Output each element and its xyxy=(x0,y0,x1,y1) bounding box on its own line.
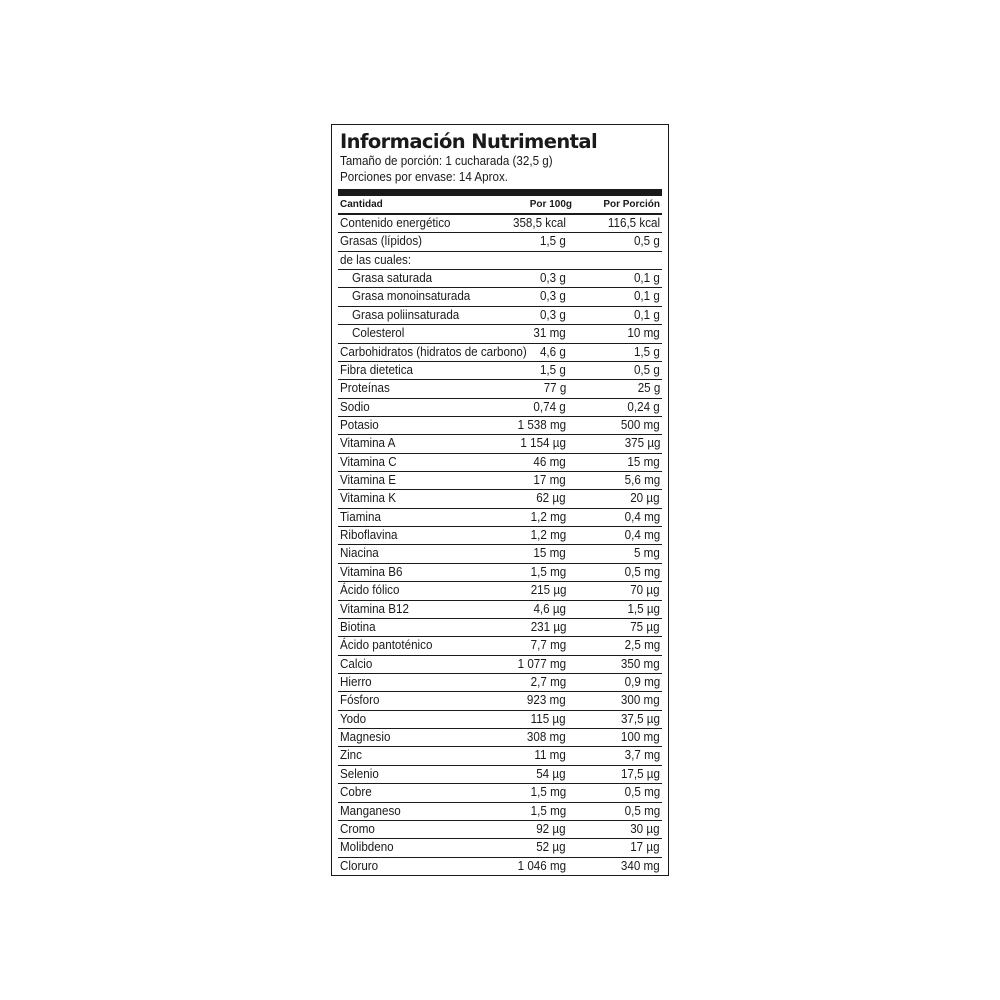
value-per-100g: 52 µg xyxy=(536,840,566,855)
table-row xyxy=(338,472,662,490)
value-per-serving: 30 µg xyxy=(630,821,660,836)
value-per-100g: 1 538 mg xyxy=(517,417,566,432)
value-per-100g: 215 µg xyxy=(530,583,566,598)
nutrient-name: Selenio xyxy=(340,766,379,781)
value-per-serving: 300 mg xyxy=(621,693,660,708)
value-per-serving: 0,4 mg xyxy=(624,528,660,543)
value-per-serving: 17,5 µg xyxy=(620,766,660,781)
table-row xyxy=(338,821,662,839)
value-per-serving: 0,5 g xyxy=(634,362,660,377)
nutrient-name: Riboflavina xyxy=(340,528,398,543)
nutrient-name: Cloruro xyxy=(340,858,379,873)
nutrient-name: Molibdeno xyxy=(340,840,394,855)
value-per-100g: 7,7 mg xyxy=(530,638,566,653)
value-per-serving: 0,5 g xyxy=(634,234,660,249)
table-row xyxy=(338,564,662,582)
nutrient-name: Vitamina K xyxy=(340,491,397,506)
value-per-serving: 350 mg xyxy=(621,656,660,671)
nutrient-name: Vitamina B12 xyxy=(340,601,409,616)
nutrient-name: Tiamina xyxy=(340,509,381,524)
nutrient-name: Hierro xyxy=(340,674,372,689)
value-per-100g: 1 154 µg xyxy=(520,436,566,451)
value-per-serving: 0,5 mg xyxy=(624,564,660,579)
value-per-serving: 1,5 µg xyxy=(627,601,660,616)
servings-per-container: Porciones por envase: 14 Aprox. xyxy=(340,170,509,184)
nutrient-name: Vitamina B6 xyxy=(340,564,403,579)
value-per-100g: 1,2 mg xyxy=(530,509,566,524)
nutrient-name: Carbohidratos (hidratos de carbono) xyxy=(340,344,527,359)
nutrient-name: Calcio xyxy=(340,656,373,671)
value-per-100g: 1 077 mg xyxy=(517,656,566,671)
nutrient-name: Niacina xyxy=(340,546,379,561)
table-row xyxy=(338,545,662,563)
nutrient-name: Vitamina E xyxy=(340,473,397,488)
nutrient-name: Grasas (lípidos) xyxy=(340,234,423,249)
value-per-serving: 5 mg xyxy=(634,546,660,561)
value-per-100g: 0,3 g xyxy=(540,289,566,304)
nutrient-name: Ácido pantoténico xyxy=(340,638,433,653)
table-row xyxy=(338,784,662,802)
value-per-100g: 231 µg xyxy=(530,619,566,634)
value-per-100g: 62 µg xyxy=(536,491,566,506)
value-per-serving: 0,24 g xyxy=(627,399,660,414)
value-per-100g: 77 g xyxy=(543,381,566,396)
table-row xyxy=(338,417,662,435)
value-per-100g: 308 mg xyxy=(527,730,566,745)
nutrition-label xyxy=(331,124,669,876)
nutrient-name: Manganeso xyxy=(340,803,401,818)
table-row xyxy=(338,215,662,233)
label-title: Información Nutrimental xyxy=(340,130,598,153)
value-per-serving: 0,1 g xyxy=(634,289,660,304)
value-per-100g: 1,5 mg xyxy=(530,564,566,579)
nutrient-name: Zinc xyxy=(340,748,362,763)
header-per-serving: Por Porción xyxy=(603,199,660,210)
value-per-100g: 92 µg xyxy=(536,821,566,836)
value-per-100g: 1 046 mg xyxy=(517,858,566,873)
value-per-100g: 31 mg xyxy=(533,326,566,341)
nutrient-name: Proteínas xyxy=(340,381,390,396)
table-row xyxy=(338,509,662,527)
table-body xyxy=(338,215,662,875)
table-row xyxy=(338,674,662,692)
nutrient-name: Grasa monoinsaturada xyxy=(352,289,471,304)
value-per-100g: 923 mg xyxy=(527,693,566,708)
table-row xyxy=(338,490,662,508)
table-row xyxy=(338,858,662,875)
table-row xyxy=(338,766,662,784)
table-row xyxy=(338,692,662,710)
value-per-100g: 115 µg xyxy=(531,711,566,726)
value-per-serving: 10 mg xyxy=(627,326,660,341)
value-per-100g: 4,6 µg xyxy=(533,601,566,616)
value-per-serving: 70 µg xyxy=(630,583,660,598)
value-per-100g: 1,2 mg xyxy=(530,528,566,543)
value-per-100g: 0,74 g xyxy=(533,399,566,414)
value-per-serving: 0,1 g xyxy=(634,307,660,322)
value-per-100g: 11 mg xyxy=(534,748,566,763)
nutrient-name: Contenido energético xyxy=(340,216,451,230)
nutrient-name: Yodo xyxy=(340,711,367,726)
value-per-serving: 2,5 mg xyxy=(624,638,660,653)
value-per-serving: 500 mg xyxy=(621,417,660,432)
table-row xyxy=(338,362,662,380)
table-header xyxy=(338,196,662,215)
value-per-serving: 1,5 g xyxy=(634,344,660,359)
value-per-100g: 46 mg xyxy=(533,454,566,469)
value-per-serving: 3,7 mg xyxy=(624,748,660,763)
nutrient-name: Colesterol xyxy=(352,326,405,341)
table-row xyxy=(338,656,662,674)
value-per-serving: 37,5 µg xyxy=(620,711,660,726)
table-row xyxy=(338,729,662,747)
nutrient-name: Fibra dietetica xyxy=(340,362,414,377)
nutrient-name: Magnesio xyxy=(340,730,391,745)
nutrient-name: Vitamina C xyxy=(340,454,397,469)
nutrient-name: Cromo xyxy=(340,821,375,836)
value-per-serving: 0,9 mg xyxy=(624,674,660,689)
value-per-100g: 0,3 g xyxy=(540,271,566,286)
value-per-100g: 358,5 kcal xyxy=(513,216,566,230)
header-per-100g: Por 100g xyxy=(529,199,572,210)
nutrient-name: Biotina xyxy=(340,619,376,634)
nutrient-name: Sodio xyxy=(340,399,370,414)
nutrient-name: Cobre xyxy=(340,785,372,800)
table-row xyxy=(338,233,662,251)
table-row xyxy=(338,454,662,472)
value-per-100g: 54 µg xyxy=(536,766,566,781)
value-per-serving: 20 µg xyxy=(630,491,660,506)
nutrition-table xyxy=(338,196,662,875)
table-row xyxy=(338,435,662,453)
table-row xyxy=(338,582,662,600)
value-per-100g: 2,7 mg xyxy=(530,674,566,689)
value-per-serving: 17 µg xyxy=(630,840,660,855)
value-per-100g: 0,3 g xyxy=(540,307,566,322)
value-per-100g: 17 mg xyxy=(533,473,566,488)
table-row xyxy=(338,803,662,821)
value-per-100g: 1,5 g xyxy=(540,234,566,249)
table-row xyxy=(338,747,662,765)
value-per-serving: 0,1 g xyxy=(634,271,660,286)
header-divider-bar xyxy=(338,189,662,196)
nutrient-name: Ácido fólico xyxy=(340,583,400,598)
header-cantidad: Cantidad xyxy=(340,199,383,210)
value-per-serving: 0,5 mg xyxy=(624,785,660,800)
nutrient-name: Grasa poliinsaturada xyxy=(352,307,460,322)
table-row xyxy=(338,344,662,362)
value-per-serving: 5,6 mg xyxy=(624,473,660,488)
nutrient-name: de las cuales: xyxy=(340,252,412,267)
value-per-serving: 0,4 mg xyxy=(624,509,660,524)
value-per-100g: 15 mg xyxy=(533,546,566,561)
table-row xyxy=(338,325,662,343)
table-row xyxy=(338,307,662,325)
serving-size: Tamaño de porción: 1 cucharada (32,5 g) xyxy=(340,154,553,168)
value-per-serving: 340 mg xyxy=(621,858,660,873)
table-row xyxy=(338,288,662,306)
table-row xyxy=(338,527,662,545)
nutrient-name: Grasa saturada xyxy=(352,271,433,286)
value-per-serving: 375 µg xyxy=(624,436,660,451)
value-per-serving: 0,5 mg xyxy=(624,803,660,818)
nutrient-name: Fósforo xyxy=(340,693,380,708)
value-per-100g: 1,5 mg xyxy=(530,803,566,818)
value-per-100g: 4,6 g xyxy=(540,344,566,359)
value-per-serving: 100 mg xyxy=(621,730,660,745)
nutrient-name: Vitamina A xyxy=(340,436,396,451)
table-row xyxy=(338,839,662,857)
table-row xyxy=(338,619,662,637)
value-per-serving: 25 g xyxy=(637,381,660,396)
nutrient-name: Potasio xyxy=(340,417,379,432)
table-row xyxy=(338,637,662,655)
table-row xyxy=(338,601,662,619)
table-row xyxy=(338,399,662,417)
value-per-100g: 1,5 mg xyxy=(530,785,566,800)
value-per-100g: 1,5 g xyxy=(540,362,566,377)
table-row xyxy=(338,270,662,288)
table-row xyxy=(338,252,662,270)
value-per-serving: 75 µg xyxy=(630,619,660,634)
value-per-serving: 15 mg xyxy=(627,454,660,469)
table-row xyxy=(338,711,662,729)
value-per-serving: 116,5 kcal xyxy=(607,216,660,230)
table-row xyxy=(338,380,662,398)
